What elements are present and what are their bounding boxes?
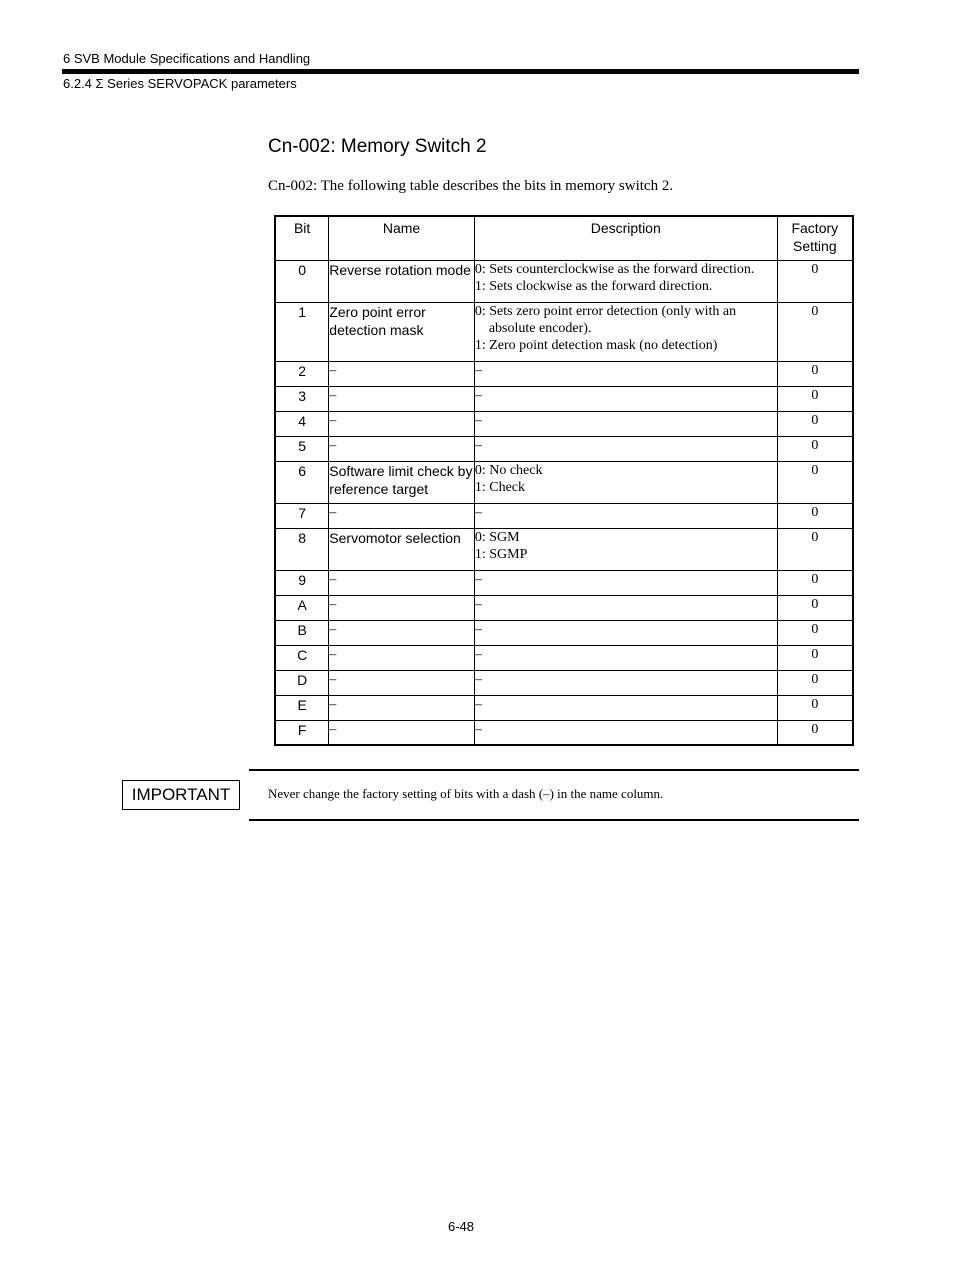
cell-factory-setting: 0	[777, 411, 853, 436]
cell-bit: E	[275, 695, 329, 720]
description-line: –	[474, 696, 482, 712]
cell-name: –	[329, 695, 475, 720]
cell-name: Servomotor selection	[329, 528, 475, 570]
cell-bit: 5	[275, 436, 329, 461]
cell-bit: 8	[275, 528, 329, 570]
table-row	[275, 695, 853, 720]
cell-bit: 3	[275, 386, 329, 411]
cell-factory-setting: 0	[777, 260, 853, 302]
cell-name: Reverse rotation mode	[329, 260, 475, 302]
header-name: Name	[329, 216, 475, 260]
description-line: –	[474, 571, 482, 587]
cell-factory-setting: 0	[777, 361, 853, 386]
table-row	[275, 720, 853, 745]
description-line: –	[474, 387, 482, 403]
table-header-row	[275, 216, 853, 260]
cell-name: Zero point error detection mask	[329, 302, 475, 361]
important-label: IMPORTANT	[122, 780, 240, 810]
cell-name: –	[329, 595, 475, 620]
description-line: 1: Check	[474, 479, 525, 495]
cell-description	[474, 361, 777, 386]
cell-name: –	[329, 670, 475, 695]
cell-factory-setting: 0	[777, 386, 853, 411]
cell-name: –	[329, 720, 475, 745]
cell-factory-setting: 0	[777, 436, 853, 461]
cell-bit: 7	[275, 503, 329, 528]
cell-bit: 6	[275, 461, 329, 503]
cell-factory-setting: 0	[777, 595, 853, 620]
description-line: –	[474, 596, 482, 612]
description-line: –	[474, 671, 482, 687]
table-row	[275, 302, 853, 361]
important-text: Never change the factory setting of bits with a dash (–) in the name column.	[268, 786, 664, 801]
cell-factory-setting: 0	[777, 503, 853, 528]
description-line: 0: No check	[474, 462, 543, 478]
cell-description	[474, 260, 777, 302]
cell-factory-setting: 0	[777, 528, 853, 570]
header-factory-setting	[777, 216, 853, 260]
cell-description	[474, 695, 777, 720]
cell-bit: 1	[275, 302, 329, 361]
cell-description	[474, 528, 777, 570]
cell-name: –	[329, 361, 475, 386]
cell-factory-setting: 0	[777, 461, 853, 503]
description-line: –	[474, 646, 482, 662]
cell-bit: 9	[275, 570, 329, 595]
description-line: –	[474, 721, 482, 737]
table-row	[275, 361, 853, 386]
cell-description	[474, 620, 777, 645]
cell-name: –	[329, 386, 475, 411]
cell-description	[474, 570, 777, 595]
cell-name: –	[329, 620, 475, 645]
memory-switch-table	[274, 215, 854, 746]
header-factory-line2: Setting	[793, 238, 837, 254]
table-row	[275, 528, 853, 570]
cell-description	[474, 411, 777, 436]
description-line: 1: Sets clockwise as the forward direction.	[474, 278, 713, 294]
cell-description	[474, 436, 777, 461]
cell-bit: C	[275, 645, 329, 670]
cell-bit: 4	[275, 411, 329, 436]
table-row	[275, 570, 853, 595]
cell-factory-setting: 0	[777, 645, 853, 670]
cell-name: –	[329, 503, 475, 528]
header-description: Description	[474, 216, 777, 260]
description-line: –	[474, 362, 482, 378]
description-line: 0: Sets zero point error detection (only with an	[474, 303, 737, 319]
cell-bit: A	[275, 595, 329, 620]
cell-bit: 2	[275, 361, 329, 386]
table-row	[275, 436, 853, 461]
description-line: –	[474, 621, 482, 637]
cell-description	[474, 461, 777, 503]
cell-name: Software limit check by reference target	[329, 461, 475, 503]
cell-factory-setting: 0	[777, 670, 853, 695]
cell-description	[474, 503, 777, 528]
cell-description	[474, 645, 777, 670]
cell-bit: B	[275, 620, 329, 645]
table-row	[275, 411, 853, 436]
header-bit: Bit	[275, 216, 329, 260]
table-row	[275, 461, 853, 503]
cell-bit: D	[275, 670, 329, 695]
description-line: absolute encoder).	[488, 320, 592, 336]
header-rule	[62, 69, 859, 74]
cell-description	[474, 386, 777, 411]
table-row	[275, 620, 853, 645]
description-line: 1: Zero point detection mask (no detection)	[474, 337, 718, 353]
cell-factory-setting: 0	[777, 620, 853, 645]
cell-factory-setting: 0	[777, 720, 853, 745]
description-line: –	[474, 437, 482, 453]
cell-description	[474, 302, 777, 361]
cell-name: –	[329, 411, 475, 436]
cell-factory-setting: 0	[777, 570, 853, 595]
description-line: –	[474, 504, 482, 520]
section-header: 6.2.4 Σ Series SERVOPACK parameters	[63, 76, 297, 91]
cell-bit: F	[275, 720, 329, 745]
page-number: 6-48	[448, 1219, 475, 1234]
important-rule-top	[249, 769, 859, 771]
table-row	[275, 503, 853, 528]
cell-name: –	[329, 570, 475, 595]
cell-factory-setting: 0	[777, 695, 853, 720]
description-line: –	[474, 412, 482, 428]
important-rule-bottom	[249, 819, 859, 821]
cell-name: –	[329, 645, 475, 670]
table-row	[275, 645, 853, 670]
table-row	[275, 260, 853, 302]
table-row	[275, 670, 853, 695]
cell-description	[474, 595, 777, 620]
section-title: Cn-002: Memory Switch 2	[268, 136, 487, 157]
table-row	[275, 386, 853, 411]
cell-name: –	[329, 436, 475, 461]
description-line: 0: Sets counterclockwise as the forward direction.	[474, 261, 755, 277]
table-body	[275, 260, 853, 745]
chapter-header: 6 SVB Module Specifications and Handling	[63, 51, 311, 66]
description-line: 0: SGM	[474, 529, 520, 545]
intro-paragraph: Cn-002: The following table describes the bits in memory switch 2.	[268, 178, 674, 194]
table-row	[275, 595, 853, 620]
cell-description	[474, 720, 777, 745]
cell-factory-setting: 0	[777, 302, 853, 361]
cell-description	[474, 670, 777, 695]
header-factory-line1: Factory	[791, 220, 839, 236]
description-line: 1: SGMP	[474, 546, 528, 562]
cell-bit: 0	[275, 260, 329, 302]
